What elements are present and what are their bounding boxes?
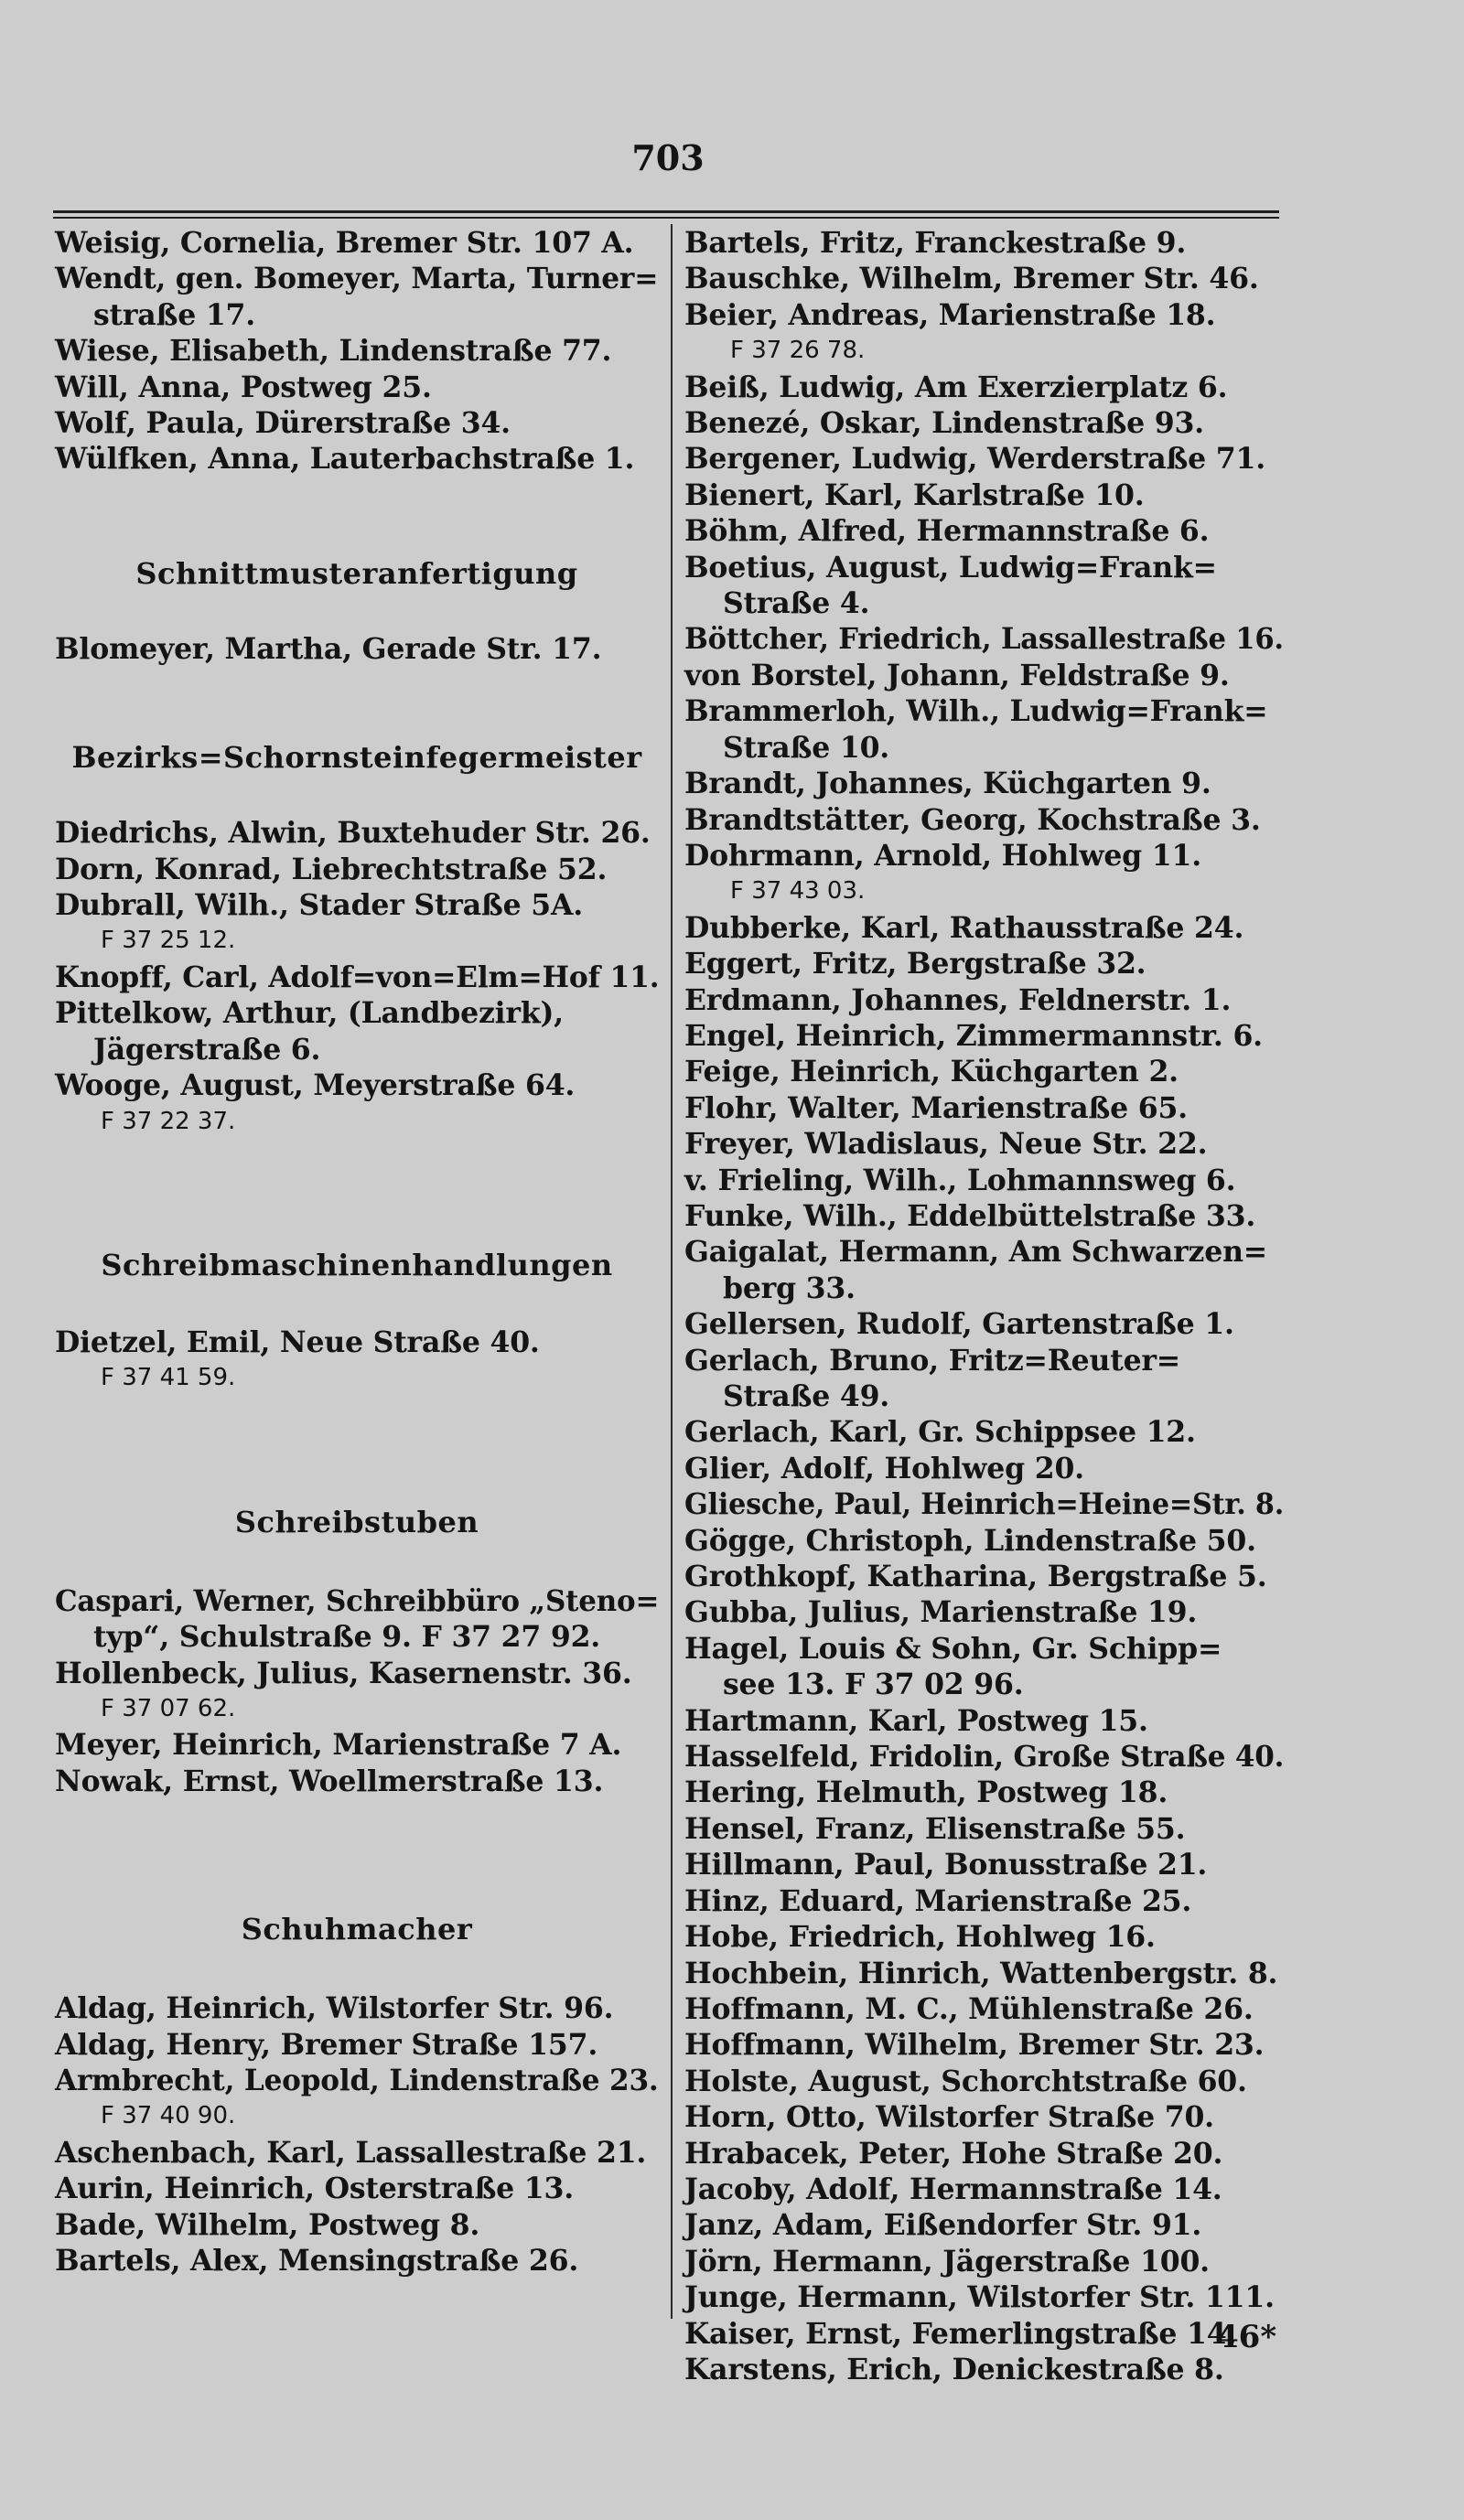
listing-entry: Gerlach, Bruno, Fritz=Reuter=: [684, 1343, 1181, 1378]
listing-entry: Diedrichs, Alwin, Buxtehuder Str. 26.: [55, 816, 651, 851]
listing-continuation: straße 17.: [93, 297, 256, 332]
listing-entry: Karstens, Erich, Denickestraße 8.: [684, 2352, 1224, 2386]
listing-entry: Hagel, Louis & Sohn, Gr. Schipp=: [684, 1631, 1222, 1666]
phone-number: F 37 07 62.: [101, 1694, 236, 1722]
listing-continuation: typ“, Schulstraße 9. F 37 27 92.: [93, 1620, 601, 1655]
listing-entry: Aldag, Heinrich, Wilstorfer Str. 96.: [55, 1991, 614, 2026]
listing-entry: Hensel, Franz, Elisenstraße 55.: [684, 1811, 1186, 1846]
listing-entry: Kaiser, Ernst, Femerlingstraße 14.: [684, 2316, 1237, 2351]
listing-entry: Hobe, Friedrich, Hohlweg 16.: [684, 1920, 1156, 1955]
listing-entry: Armbrecht, Leopold, Lindenstraße 23.: [55, 2063, 659, 2097]
listing-entry: Gögge, Christoph, Lindenstraße 50.: [684, 1523, 1256, 1558]
listing-entry: Böhm, Alfred, Hermannstraße 6.: [684, 514, 1210, 549]
listing-entry: Brammerloh, Wilh., Ludwig=Frank=: [684, 694, 1268, 729]
listing-entry: Engel, Heinrich, Zimmermannstr. 6.: [684, 1018, 1263, 1053]
listing-continuation: Straße 4.: [723, 586, 870, 621]
phone-number: F 37 25 12.: [101, 927, 236, 955]
section-heading: Bezirks=Schornsteinfegermeister: [71, 740, 642, 776]
listing-entry: v. Frieling, Wilh., Lohmannsweg 6.: [684, 1163, 1236, 1197]
listing-entry: Feige, Heinrich, Küchgarten 2.: [684, 1055, 1179, 1089]
listing-continuation: berg 33.: [723, 1271, 856, 1305]
listing-entry: Hoffmann, Wilhelm, Bremer Str. 23.: [684, 2028, 1265, 2063]
listing-continuation: Straße 49.: [723, 1379, 890, 1413]
right-column: [684, 225, 1284, 2387]
listing-entry: Böttcher, Friedrich, Lassallestraße 16.: [684, 622, 1284, 657]
listing-entry: Gliesche, Paul, Heinrich=Heine=Str. 8.: [684, 1487, 1285, 1522]
listing-entry: Glier, Adolf, Hohlweg 20.: [684, 1451, 1084, 1485]
listing-entry: Hasselfeld, Fridolin, Große Straße 40.: [684, 1740, 1285, 1775]
section-heading: Schuhmacher: [241, 1912, 473, 1947]
section-heading: Schreibstuben: [234, 1504, 479, 1539]
listing-entry: Horn, Otto, Wilstorfer Straße 70.: [684, 2100, 1214, 2135]
listing-entry: Hollenbeck, Julius, Kasernenstr. 36.: [55, 1656, 632, 1690]
listing-entry: Freyer, Wladislaus, Neue Str. 22.: [684, 1127, 1208, 1162]
listing-entry: Gaigalat, Hermann, Am Schwarzen=: [684, 1235, 1267, 1270]
listing-entry: Weisig, Cornelia, Bremer Str. 107 A.: [55, 226, 634, 260]
listing-entry: Aldag, Henry, Bremer Straße 157.: [55, 2027, 598, 2062]
listing-entry: Dubberke, Karl, Rathausstraße 24.: [684, 910, 1244, 945]
listing-entry: Hochbein, Hinrich, Wattenbergstr. 8.: [684, 1956, 1278, 1990]
listing-entry: Hrabacek, Peter, Hohe Straße 20.: [684, 2136, 1223, 2171]
listing-entry: Hartmann, Karl, Postweg 15.: [684, 1703, 1148, 1738]
listing-entry: Bergener, Ludwig, Werderstraße 71.: [684, 442, 1265, 477]
section-heading: Schnittmusteranfertigung: [135, 555, 578, 591]
listing-entry: Grothkopf, Katharina, Bergstraße 5.: [684, 1560, 1267, 1594]
listing-entry: Hillmann, Paul, Bonusstraße 21.: [684, 1848, 1208, 1882]
listing-entry: Bauschke, Wilhelm, Bremer Str. 46.: [684, 262, 1259, 296]
listing-entry: Jacoby, Adolf, Hermannstraße 14.: [684, 2171, 1222, 2206]
listing-entry: Funke, Wilh., Eddelbüttelstraße 33.: [684, 1198, 1256, 1233]
left-column: [55, 225, 659, 2279]
phone-number: F 37 41 59.: [101, 1364, 236, 1392]
listing-entry: Bienert, Karl, Karlstraße 10.: [684, 477, 1145, 512]
listing-entry: Beier, Andreas, Marienstraße 18.: [684, 297, 1216, 332]
phone-number: F 37 43 03.: [730, 877, 866, 906]
listing-entry: Wooge, August, Meyerstraße 64.: [55, 1068, 576, 1103]
listing-entry: Dubrall, Wilh., Stader Straße 5A.: [55, 888, 583, 923]
listing-entry: Dietzel, Emil, Neue Straße 40.: [55, 1324, 540, 1359]
listing-entry: Bartels, Alex, Mensingstraße 26.: [55, 2244, 579, 2278]
section-heading: Schreibmaschinenhandlungen: [101, 1247, 613, 1282]
listing-entry: Bartels, Fritz, Franckestraße 9.: [684, 226, 1187, 260]
phone-number: F 37 26 78.: [730, 337, 866, 365]
listing-entry: Holste, August, Schorchtstraße 60.: [684, 2064, 1247, 2098]
listing-entry: Brandtstätter, Georg, Kochstraße 3.: [684, 802, 1261, 837]
phone-number: F 37 40 90.: [101, 2102, 236, 2130]
listing-entry: Janz, Adam, Eißendorfer Str. 91.: [684, 2208, 1202, 2243]
column-divider: [671, 224, 673, 2319]
listing-entry: Dorn, Konrad, Liebrechtstraße 52.: [55, 852, 608, 886]
listing-entry: Nowak, Ernst, Woellmerstraße 13.: [55, 1764, 604, 1798]
listing-entry: Aschenbach, Karl, Lassallestraße 21.: [55, 2135, 647, 2170]
listing-entry: Dohrmann, Arnold, Hohlweg 11.: [684, 838, 1201, 873]
listing-entry: Brandt, Johannes, Küchgarten 9.: [684, 767, 1211, 801]
listing-continuation: Jägerstraße 6.: [93, 1032, 321, 1067]
listing-entry: Gellersen, Rudolf, Gartenstraße 1.: [684, 1307, 1234, 1342]
listing-entry: Flohr, Walter, Marienstraße 65.: [684, 1090, 1188, 1125]
listing-entry: Hering, Helmuth, Postweg 18.: [684, 1775, 1168, 1810]
listing-entry: Jörn, Hermann, Jägerstraße 100.: [684, 2244, 1210, 2279]
listing-entry: Junge, Hermann, Wilstorfer Str. 111.: [684, 2280, 1275, 2315]
listing-entry: Wolf, Paula, Dürerstraße 34.: [55, 406, 511, 441]
listing-entry: Benezé, Oskar, Lindenstraße 93.: [684, 406, 1204, 441]
listing-entry: Wülfken, Anna, Lauterbachstraße 1.: [55, 442, 635, 477]
listing-entry: Bade, Wilhelm, Postweg 8.: [55, 2207, 480, 2242]
sheet-signature: 46*: [1217, 2319, 1277, 2355]
listing-entry: Wiese, Elisabeth, Lindenstraße 77.: [55, 334, 612, 369]
page-number: 703: [631, 137, 705, 178]
listing-entry: Hoffmann, M. C., Mühlenstraße 26.: [684, 1991, 1254, 2026]
listing-entry: Boetius, August, Ludwig=Frank=: [684, 550, 1217, 584]
listing-entry: Meyer, Heinrich, Marienstraße 7 A.: [55, 1728, 622, 1763]
listing-entry: Aurin, Heinrich, Osterstraße 13.: [55, 2171, 574, 2206]
listing-entry: Gubba, Julius, Marienstraße 19.: [684, 1595, 1198, 1630]
listing-entry: von Borstel, Johann, Feldstraße 9.: [684, 658, 1230, 692]
listing-entry: Knopff, Carl, Adolf=von=Elm=Hof 11.: [55, 960, 660, 994]
listing-entry: Gerlach, Karl, Gr. Schippsee 12.: [684, 1415, 1196, 1450]
listing-entry: Eggert, Fritz, Bergstraße 32.: [684, 947, 1146, 981]
header-rule: [53, 210, 1279, 213]
listing-continuation: see 13. F 37 02 96.: [723, 1667, 1024, 1702]
listing-entry: Hinz, Eduard, Marienstraße 25.: [684, 1883, 1192, 1918]
listing-entry: Erdmann, Johannes, Feldnerstr. 1.: [684, 982, 1232, 1017]
listing-entry: Pittelkow, Arthur, (Landbezirk),: [55, 996, 564, 1031]
listing-entry: Beiß, Ludwig, Am Exerzierplatz 6.: [684, 370, 1228, 404]
listing-entry: Wendt, gen. Bomeyer, Marta, Turner=: [55, 262, 659, 296]
phone-number: F 37 22 37.: [101, 1107, 236, 1135]
header-rule-thin: [53, 217, 1279, 219]
listing-entry: Blomeyer, Martha, Gerade Str. 17.: [55, 631, 602, 666]
listing-entry: Will, Anna, Postweg 25.: [55, 370, 432, 404]
listing-continuation: Straße 10.: [723, 730, 890, 765]
listing-entry: Caspari, Werner, Schreibbüro „Steno=: [55, 1583, 660, 1618]
